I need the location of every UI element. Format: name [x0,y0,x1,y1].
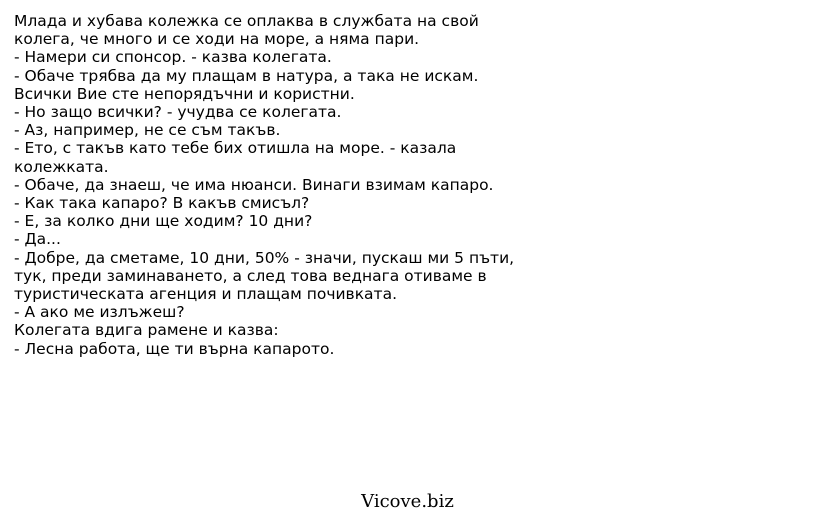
joke-line: колежката. [14,157,109,176]
joke-text [14,12,804,358]
site-watermark: Vicove.biz [361,491,454,512]
joke-line: - Обаче, да знаеш, че има нюанси. Винаги взимам капаро. [14,175,494,194]
joke-line: - Лесна работа, ще ти върна капарото. [14,339,335,358]
joke-line: - Аз, например, не се съм такъв. [14,121,281,140]
joke-line: - Как така капаро? В какъв смисъл? [14,194,310,213]
joke-line: Колегата вдига рамене и казва: [14,321,279,340]
joke-line: - Да... [14,230,61,249]
joke-line: - А ако ме излъжеш? [14,303,185,322]
joke-line: - Е, за колко дни ще ходим? 10 дни? [14,212,313,231]
joke-line: туристическата агенция и плащам почивката. [14,285,398,304]
joke-line: - Но защо всички? - учудва се колегата. [14,103,342,122]
joke-line: Всички Вие сте непорядъчни и користни. [14,84,355,103]
joke-line: Млада и хубава колежка се оплаква в службата на свой [14,12,479,30]
joke-line: тук, преди заминаването, а след това веднага отиваме в [14,266,487,285]
joke-line: колега, че много и се ходи на море, а няма пари. [14,30,420,49]
joke-line: - Обаче трябва да му плащам в натура, а така не искам. [14,66,479,85]
joke-line: - Добре, да сметаме, 10 дни, 50% - значи, пускаш ми 5 пъти, [14,248,515,267]
joke-line: - Ето, с такъв като тебе бих отишла на море. - казала [14,139,457,158]
joke-line: - Намери си спонсор. - казва колегата. [14,48,332,67]
